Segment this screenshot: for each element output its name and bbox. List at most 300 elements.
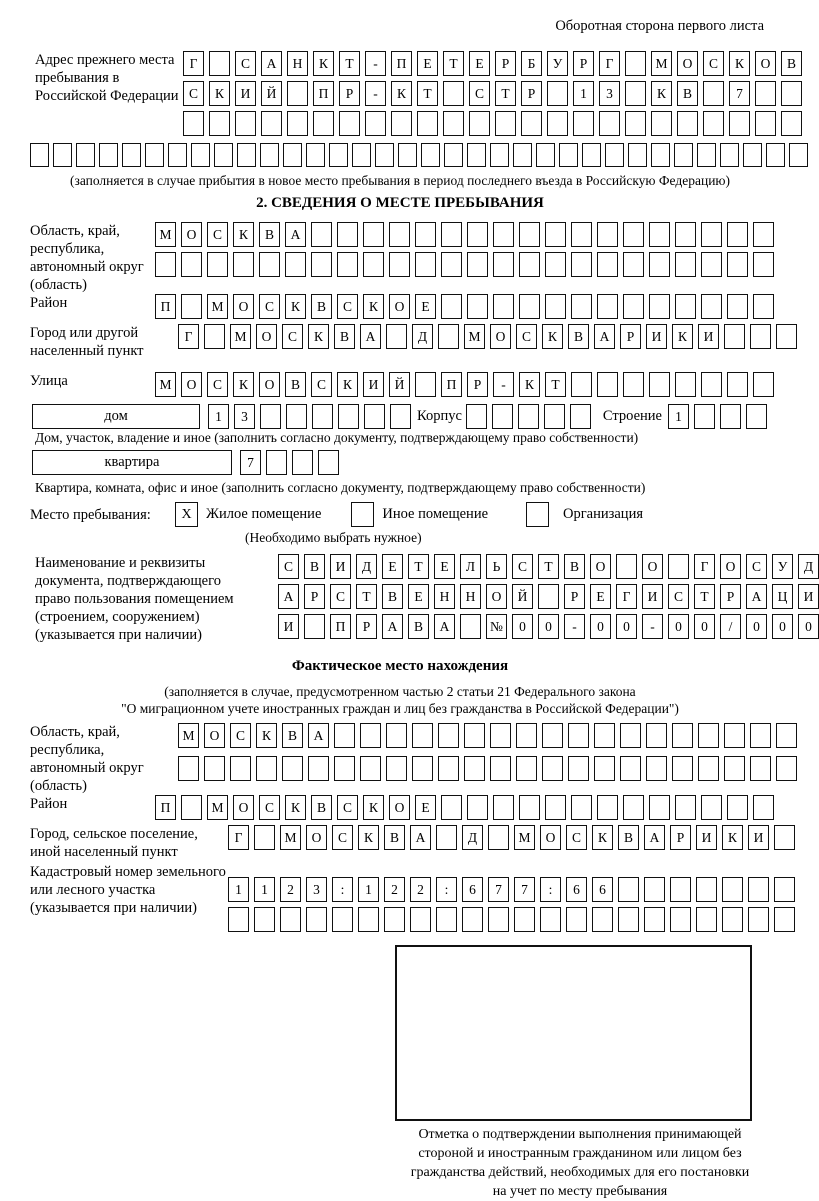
char-cell[interactable] [519,252,540,277]
char-cell[interactable]: К [542,324,563,349]
char-cell[interactable]: М [651,51,672,76]
char-cell[interactable] [727,252,748,277]
char-cell[interactable] [542,756,563,781]
char-cell[interactable] [492,404,513,429]
char-cell[interactable] [306,907,327,932]
char-cell[interactable] [254,907,275,932]
char-cell[interactable]: 3 [599,81,620,106]
char-cell[interactable]: А [382,614,403,639]
char-cell[interactable] [618,907,639,932]
char-cell[interactable] [623,372,644,397]
char-cell[interactable] [467,795,488,820]
char-cell[interactable]: 1 [358,877,379,902]
char-cell[interactable] [460,614,481,639]
char-cell[interactable] [207,252,228,277]
char-cell[interactable] [285,252,306,277]
char-cell[interactable] [337,252,358,277]
char-cell[interactable] [363,222,384,247]
char-cell[interactable] [168,143,187,167]
char-cell[interactable]: : [332,877,353,902]
char-cell[interactable] [599,111,620,136]
char-cell[interactable]: С [337,294,358,319]
char-cell[interactable]: Ц [772,584,793,609]
char-cell[interactable] [339,111,360,136]
char-cell[interactable]: Р [339,81,360,106]
char-cell[interactable]: О [486,584,507,609]
char-cell[interactable]: 0 [538,614,559,639]
char-cell[interactable]: О [642,554,663,579]
char-cell[interactable]: Р [564,584,585,609]
char-cell[interactable] [466,404,487,429]
char-cell[interactable]: С [259,294,280,319]
char-cell[interactable] [76,143,95,167]
char-cell[interactable] [649,372,670,397]
char-cell[interactable]: К [672,324,693,349]
char-cell[interactable]: В [384,825,405,850]
char-cell[interactable]: В [282,723,303,748]
char-cell[interactable] [724,324,745,349]
char-cell[interactable]: М [280,825,301,850]
char-cell[interactable] [774,907,795,932]
char-cell[interactable] [753,372,774,397]
char-cell[interactable]: 6 [566,877,587,902]
char-cell[interactable] [417,111,438,136]
apartment-type-box[interactable]: квартира [32,450,232,475]
char-cell[interactable]: 7 [514,877,535,902]
char-cell[interactable] [493,252,514,277]
char-cell[interactable]: Р [620,324,641,349]
char-cell[interactable]: И [646,324,667,349]
char-cell[interactable]: О [720,554,741,579]
char-cell[interactable] [53,143,72,167]
char-cell[interactable]: 7 [240,450,261,475]
char-cell[interactable]: 0 [746,614,767,639]
char-cell[interactable] [703,81,724,106]
char-cell[interactable] [306,143,325,167]
char-cell[interactable]: А [285,222,306,247]
char-cell[interactable]: К [209,81,230,106]
char-cell[interactable] [493,795,514,820]
char-cell[interactable] [256,756,277,781]
char-cell[interactable] [597,294,618,319]
char-cell[interactable] [260,404,281,429]
char-cell[interactable]: А [410,825,431,850]
char-cell[interactable] [237,143,256,167]
char-cell[interactable] [145,143,164,167]
char-cell[interactable] [318,450,339,475]
char-cell[interactable] [375,143,394,167]
char-cell[interactable] [235,111,256,136]
char-cell[interactable] [311,252,332,277]
char-cell[interactable] [701,252,722,277]
char-cell[interactable] [334,723,355,748]
char-cell[interactable]: М [207,294,228,319]
char-cell[interactable] [386,324,407,349]
char-cell[interactable] [701,795,722,820]
char-cell[interactable] [774,825,795,850]
char-cell[interactable] [727,372,748,397]
char-cell[interactable]: С [259,795,280,820]
char-cell[interactable] [521,111,542,136]
char-cell[interactable] [750,723,771,748]
char-cell[interactable] [464,756,485,781]
char-cell[interactable]: Д [412,324,433,349]
house-type-box[interactable]: дом [32,404,200,429]
char-cell[interactable]: Е [408,584,429,609]
char-cell[interactable]: 0 [668,614,689,639]
char-cell[interactable] [750,756,771,781]
char-cell[interactable] [571,252,592,277]
char-cell[interactable] [514,907,535,932]
char-cell[interactable] [646,723,667,748]
char-cell[interactable]: О [204,723,225,748]
char-cell[interactable]: 0 [694,614,715,639]
char-cell[interactable]: - [365,81,386,106]
char-cell[interactable] [282,756,303,781]
char-cell[interactable] [616,554,637,579]
char-cell[interactable]: А [644,825,665,850]
char-cell[interactable] [672,723,693,748]
char-cell[interactable]: К [313,51,334,76]
char-cell[interactable] [570,404,591,429]
char-cell[interactable]: О [181,372,202,397]
char-cell[interactable] [337,222,358,247]
char-cell[interactable] [743,143,762,167]
char-cell[interactable]: В [334,324,355,349]
char-cell[interactable]: Й [261,81,282,106]
char-cell[interactable]: Г [616,584,637,609]
char-cell[interactable] [625,111,646,136]
char-cell[interactable] [623,294,644,319]
char-cell[interactable]: 6 [592,877,613,902]
char-cell[interactable] [672,756,693,781]
char-cell[interactable] [464,723,485,748]
char-cell[interactable] [540,907,561,932]
char-cell[interactable] [753,252,774,277]
char-cell[interactable] [568,723,589,748]
stay-type-checkbox-other[interactable] [351,502,374,527]
char-cell[interactable]: И [330,554,351,579]
char-cell[interactable] [467,294,488,319]
char-cell[interactable] [280,907,301,932]
char-cell[interactable]: Т [538,554,559,579]
char-cell[interactable]: 1 [208,404,229,429]
char-cell[interactable] [230,756,251,781]
char-cell[interactable] [391,111,412,136]
char-cell[interactable]: Г [694,554,715,579]
char-cell[interactable]: П [155,795,176,820]
char-cell[interactable] [620,756,641,781]
char-cell[interactable]: / [720,614,741,639]
char-cell[interactable] [386,723,407,748]
char-cell[interactable] [776,723,797,748]
char-cell[interactable] [513,143,532,167]
char-cell[interactable]: С [282,324,303,349]
char-cell[interactable] [542,723,563,748]
char-cell[interactable]: С [207,372,228,397]
char-cell[interactable] [703,111,724,136]
char-cell[interactable] [623,222,644,247]
char-cell[interactable]: Д [798,554,819,579]
char-cell[interactable]: П [330,614,351,639]
char-cell[interactable] [649,294,670,319]
char-cell[interactable]: О [389,795,410,820]
char-cell[interactable] [766,143,785,167]
char-cell[interactable] [724,723,745,748]
char-cell[interactable]: О [233,294,254,319]
char-cell[interactable]: К [729,51,750,76]
char-cell[interactable]: И [235,81,256,106]
char-cell[interactable]: Р [521,81,542,106]
char-cell[interactable] [443,111,464,136]
char-cell[interactable] [675,372,696,397]
char-cell[interactable] [441,795,462,820]
char-cell[interactable]: К [519,372,540,397]
char-cell[interactable]: К [722,825,743,850]
char-cell[interactable] [352,143,371,167]
char-cell[interactable] [582,143,601,167]
char-cell[interactable]: В [285,372,306,397]
char-cell[interactable]: Т [443,51,464,76]
char-cell[interactable] [748,877,769,902]
char-cell[interactable]: Г [228,825,249,850]
char-cell[interactable]: А [308,723,329,748]
char-cell[interactable] [727,795,748,820]
char-cell[interactable] [209,51,230,76]
char-cell[interactable] [462,907,483,932]
char-cell[interactable] [545,222,566,247]
char-cell[interactable]: Т [694,584,715,609]
char-cell[interactable] [363,252,384,277]
char-cell[interactable]: 1 [668,404,689,429]
char-cell[interactable]: М [178,723,199,748]
char-cell[interactable]: Г [183,51,204,76]
char-cell[interactable] [329,143,348,167]
char-cell[interactable] [649,222,670,247]
char-cell[interactable] [519,795,540,820]
char-cell[interactable] [516,756,537,781]
char-cell[interactable] [304,614,325,639]
char-cell[interactable] [441,222,462,247]
char-cell[interactable] [781,81,802,106]
char-cell[interactable] [781,111,802,136]
char-cell[interactable]: С [330,584,351,609]
char-cell[interactable]: 0 [616,614,637,639]
char-cell[interactable]: И [748,825,769,850]
char-cell[interactable] [311,222,332,247]
char-cell[interactable] [178,756,199,781]
char-cell[interactable] [467,143,486,167]
char-cell[interactable]: П [155,294,176,319]
char-cell[interactable] [696,907,717,932]
char-cell[interactable]: М [464,324,485,349]
char-cell[interactable]: Б [521,51,542,76]
char-cell[interactable] [618,877,639,902]
char-cell[interactable] [746,404,767,429]
char-cell[interactable]: Р [304,584,325,609]
char-cell[interactable]: Р [670,825,691,850]
char-cell[interactable] [436,825,457,850]
char-cell[interactable]: О [755,51,776,76]
char-cell[interactable] [545,252,566,277]
char-cell[interactable]: А [278,584,299,609]
char-cell[interactable] [694,404,715,429]
char-cell[interactable] [30,143,49,167]
char-cell[interactable] [571,372,592,397]
char-cell[interactable] [308,756,329,781]
char-cell[interactable]: К [233,372,254,397]
char-cell[interactable]: 0 [772,614,793,639]
char-cell[interactable] [753,222,774,247]
char-cell[interactable] [625,81,646,106]
char-cell[interactable]: М [207,795,228,820]
char-cell[interactable]: С [566,825,587,850]
char-cell[interactable]: В [564,554,585,579]
char-cell[interactable] [467,252,488,277]
char-cell[interactable] [594,756,615,781]
char-cell[interactable] [438,756,459,781]
char-cell[interactable]: К [363,795,384,820]
char-cell[interactable] [753,294,774,319]
char-cell[interactable]: В [311,294,332,319]
char-cell[interactable]: - [564,614,585,639]
char-cell[interactable]: 7 [729,81,750,106]
char-cell[interactable]: Н [287,51,308,76]
char-cell[interactable]: И [278,614,299,639]
char-cell[interactable]: К [592,825,613,850]
char-cell[interactable]: В [408,614,429,639]
char-cell[interactable]: К [358,825,379,850]
char-cell[interactable] [338,404,359,429]
char-cell[interactable] [722,877,743,902]
char-cell[interactable] [287,111,308,136]
char-cell[interactable]: Ь [486,554,507,579]
char-cell[interactable] [674,143,693,167]
char-cell[interactable] [389,222,410,247]
char-cell[interactable]: А [746,584,767,609]
char-cell[interactable] [571,795,592,820]
char-cell[interactable]: Р [573,51,594,76]
char-cell[interactable] [701,294,722,319]
char-cell[interactable] [214,143,233,167]
char-cell[interactable] [358,907,379,932]
char-cell[interactable]: М [155,222,176,247]
char-cell[interactable] [547,111,568,136]
char-cell[interactable] [594,723,615,748]
char-cell[interactable]: 0 [590,614,611,639]
char-cell[interactable]: Н [460,584,481,609]
char-cell[interactable] [99,143,118,167]
char-cell[interactable] [545,795,566,820]
char-cell[interactable] [488,907,509,932]
char-cell[interactable] [386,756,407,781]
char-cell[interactable]: Т [356,584,377,609]
char-cell[interactable] [287,81,308,106]
char-cell[interactable]: М [155,372,176,397]
char-cell[interactable] [748,907,769,932]
char-cell[interactable]: Т [495,81,516,106]
char-cell[interactable] [493,222,514,247]
char-cell[interactable] [697,143,716,167]
char-cell[interactable]: Е [382,554,403,579]
char-cell[interactable] [677,111,698,136]
char-cell[interactable]: С [516,324,537,349]
char-cell[interactable] [519,222,540,247]
char-cell[interactable]: Р [720,584,741,609]
char-cell[interactable]: С [746,554,767,579]
char-cell[interactable] [122,143,141,167]
char-cell[interactable]: С [230,723,251,748]
char-cell[interactable]: И [363,372,384,397]
char-cell[interactable] [415,222,436,247]
char-cell[interactable] [519,294,540,319]
char-cell[interactable]: О [259,372,280,397]
char-cell[interactable] [292,450,313,475]
char-cell[interactable] [547,81,568,106]
char-cell[interactable] [181,294,202,319]
char-cell[interactable]: К [651,81,672,106]
char-cell[interactable]: - [365,51,386,76]
char-cell[interactable]: С [469,81,490,106]
char-cell[interactable] [360,756,381,781]
char-cell[interactable] [774,877,795,902]
char-cell[interactable]: Л [460,554,481,579]
char-cell[interactable] [592,907,613,932]
char-cell[interactable]: В [677,81,698,106]
char-cell[interactable] [651,111,672,136]
char-cell[interactable]: К [285,294,306,319]
char-cell[interactable] [495,111,516,136]
char-cell[interactable] [266,450,287,475]
char-cell[interactable] [438,324,459,349]
char-cell[interactable] [623,252,644,277]
char-cell[interactable] [568,756,589,781]
char-cell[interactable] [597,252,618,277]
char-cell[interactable] [776,324,797,349]
char-cell[interactable]: Т [408,554,429,579]
char-cell[interactable] [675,294,696,319]
char-cell[interactable] [675,252,696,277]
char-cell[interactable]: 3 [306,877,327,902]
char-cell[interactable]: С [337,795,358,820]
char-cell[interactable]: О [590,554,611,579]
char-cell[interactable] [181,252,202,277]
char-cell[interactable] [155,252,176,277]
char-cell[interactable]: У [547,51,568,76]
char-cell[interactable]: С [332,825,353,850]
char-cell[interactable]: 1 [228,877,249,902]
char-cell[interactable] [261,111,282,136]
stay-type-checkbox-residential[interactable]: X [175,502,198,527]
char-cell[interactable] [545,294,566,319]
char-cell[interactable] [283,143,302,167]
char-cell[interactable]: 1 [254,877,275,902]
char-cell[interactable]: О [677,51,698,76]
char-cell[interactable]: № [486,614,507,639]
char-cell[interactable] [334,756,355,781]
char-cell[interactable]: - [642,614,663,639]
char-cell[interactable] [750,324,771,349]
char-cell[interactable] [412,723,433,748]
char-cell[interactable] [727,222,748,247]
char-cell[interactable] [724,756,745,781]
char-cell[interactable]: Т [417,81,438,106]
char-cell[interactable] [644,907,665,932]
char-cell[interactable] [490,143,509,167]
char-cell[interactable] [204,324,225,349]
char-cell[interactable] [644,877,665,902]
char-cell[interactable]: К [363,294,384,319]
